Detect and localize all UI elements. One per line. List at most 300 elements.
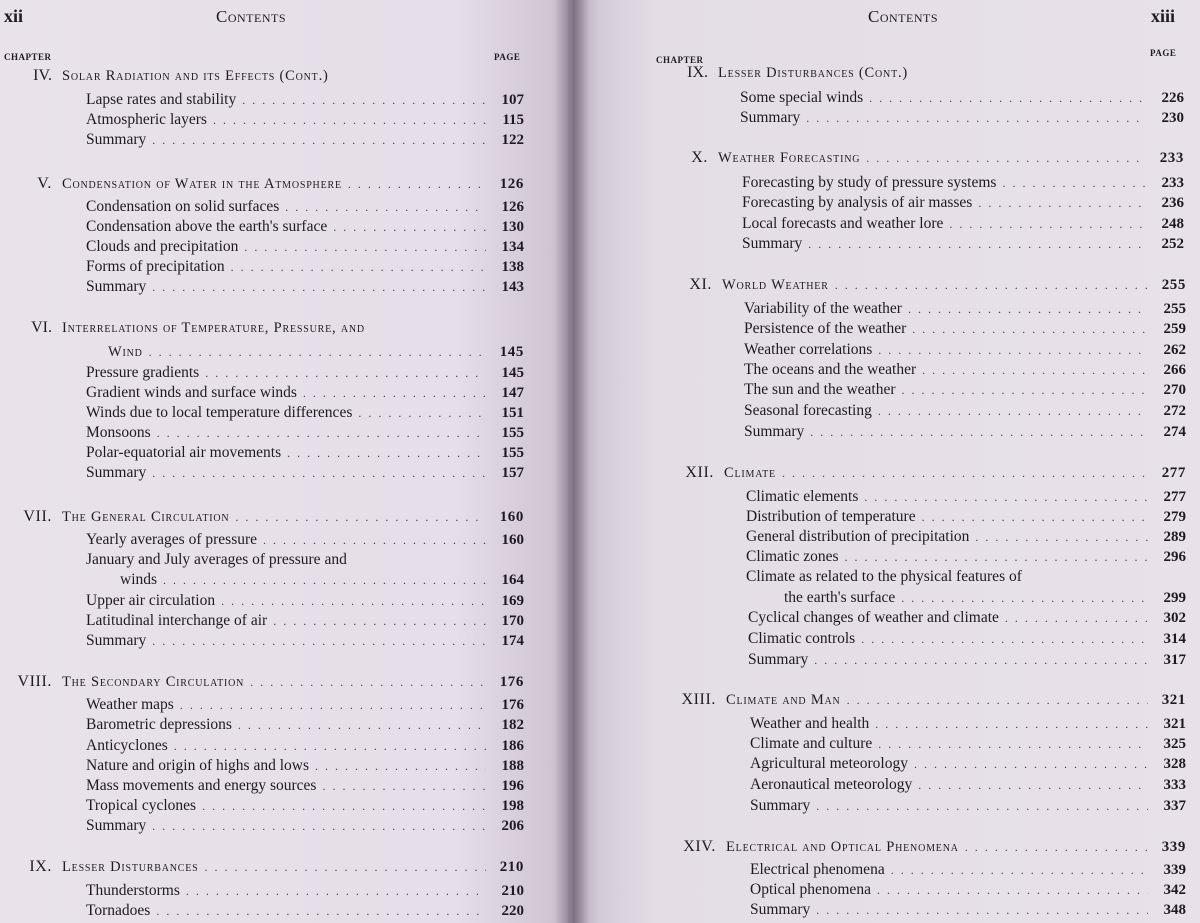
dot-leader	[152, 816, 486, 836]
entry-title: Lapse rates and stability	[86, 91, 237, 108]
entry-title: Aeronautical meteorology	[750, 776, 913, 793]
entry-title: Some special winds	[740, 89, 864, 106]
page-number: 317	[1163, 652, 1186, 668]
page-number: 160	[499, 509, 524, 525]
chapter-heading	[0, 318, 365, 338]
page-number: 348	[1163, 902, 1186, 918]
right-page-label: PAGE	[1150, 48, 1177, 58]
page-number: 274	[1163, 424, 1186, 440]
dot-leader	[877, 880, 1148, 900]
toc-entry	[740, 108, 1184, 128]
chapter-title: Weather Forecasting	[718, 150, 861, 166]
page-number: 262	[1163, 342, 1186, 358]
toc-entry	[748, 650, 1186, 670]
page-number: 220	[501, 903, 524, 919]
toc-entry	[86, 130, 524, 150]
entry-title: Variability of the weather	[744, 300, 902, 317]
entry-title: Nature and origin of highs and lows	[86, 757, 309, 774]
dot-leader	[285, 197, 486, 217]
toc-entry	[86, 550, 347, 570]
entry-title: Summary	[744, 423, 805, 440]
dot-leader	[866, 148, 1146, 168]
page-number: 259	[1163, 321, 1186, 337]
right-page-number: xiii	[1151, 6, 1176, 26]
entry-title: Climate as related to the physical features of	[746, 568, 1022, 585]
entry-title: Tropical cyclones	[86, 797, 197, 814]
entry-title: winds	[120, 571, 158, 588]
page-number: 321	[1161, 692, 1186, 708]
dot-leader	[238, 715, 486, 735]
entry-title: Climatic zones	[746, 548, 839, 565]
dot-leader	[250, 672, 486, 692]
page-number: 122	[501, 132, 524, 148]
dot-leader	[213, 110, 486, 130]
chapter-title: Lesser Disturbances (Cont.)	[718, 65, 909, 81]
toc-entry	[86, 776, 524, 796]
page-number: 206	[501, 818, 524, 834]
page-number: 134	[501, 239, 524, 255]
entry-title: Thunderstorms	[86, 882, 180, 899]
dot-leader	[845, 547, 1148, 567]
dot-leader	[358, 403, 486, 423]
page-number: 337	[1163, 798, 1186, 814]
entry-title: Polar-equatorial air movements	[86, 444, 282, 461]
page-number: 230	[1161, 110, 1184, 126]
page-number: 130	[501, 219, 524, 235]
dot-leader	[918, 775, 1148, 795]
dot-leader	[235, 507, 486, 527]
toc-entry	[740, 88, 1184, 108]
dot-leader	[835, 275, 1148, 295]
toc-entry	[750, 880, 1186, 900]
chapter-number: XIII.	[681, 691, 716, 708]
entry-title: Climatic controls	[748, 630, 856, 647]
dot-leader	[174, 736, 486, 756]
page-number: 255	[1163, 301, 1186, 317]
chapter-number: XIV.	[683, 838, 716, 855]
entry-title: Anticyclones	[86, 737, 168, 754]
entry-title: Weather and health	[750, 715, 870, 732]
toc-entry	[86, 736, 524, 756]
page-number: 107	[501, 92, 524, 108]
chapter-heading	[0, 857, 524, 877]
toc-entry	[86, 383, 524, 403]
entry-title: Clouds and precipitation	[86, 238, 239, 255]
entry-title: Condensation on solid surfaces	[86, 198, 280, 215]
entry-title: Gradient winds and surface winds	[86, 384, 297, 401]
toc-entry	[86, 277, 524, 297]
entry-title: Barometric depressions	[86, 716, 232, 733]
toc-entry	[744, 422, 1186, 442]
entry-title: Local forecasts and weather lore	[742, 215, 944, 232]
chapter-title: World Weather	[722, 277, 829, 293]
entry-title: Atmospheric layers	[86, 111, 207, 128]
chapter-title: Climate	[724, 465, 776, 481]
toc-entry	[86, 463, 524, 483]
dot-leader	[912, 319, 1148, 339]
entry-title: the earth's surface	[784, 589, 896, 606]
left-page	[0, 0, 568, 923]
page-number: 325	[1163, 736, 1186, 752]
chapter-heading	[0, 672, 524, 692]
dot-leader	[1002, 173, 1146, 193]
chapter-title: Solar Radiation and its Effects (Cont.)	[62, 68, 329, 84]
toc-entry	[750, 734, 1186, 754]
entry-title: Summary	[750, 797, 811, 814]
toc-entry	[742, 193, 1184, 213]
toc-entry	[86, 816, 524, 836]
dot-leader	[202, 796, 486, 816]
page-number: 198	[501, 798, 524, 814]
dot-leader	[303, 383, 486, 403]
entry-title: Yearly averages of pressure	[86, 531, 258, 548]
dot-leader	[186, 881, 486, 901]
page-number: 126	[501, 199, 524, 215]
chapter-heading	[648, 837, 1186, 857]
chapter-number: VIII.	[17, 673, 52, 690]
entry-title: The oceans and the weather	[744, 361, 917, 378]
toc-entry	[86, 611, 524, 631]
chapter-heading	[648, 690, 1186, 710]
toc-entry	[744, 319, 1186, 339]
toc-entry	[86, 217, 524, 237]
dot-leader	[263, 530, 486, 550]
toc-entry	[86, 756, 524, 776]
entry-title: Weather maps	[86, 696, 174, 713]
toc-entry	[746, 527, 1186, 547]
chapter-number: XI.	[689, 276, 712, 293]
entry-title: Condensation above the earth's surface	[86, 218, 328, 235]
dot-leader	[806, 108, 1146, 128]
page-number: 210	[499, 859, 524, 875]
dot-leader	[861, 629, 1148, 649]
dot-leader	[816, 796, 1148, 816]
page-number: 145	[499, 344, 524, 360]
page-number: 182	[501, 717, 524, 733]
toc-entry	[86, 591, 524, 611]
toc-entry	[744, 360, 1186, 380]
left-page-number: xii	[4, 6, 24, 26]
chapter-title: The Secondary Circulation	[62, 674, 245, 690]
page-number: 196	[501, 778, 524, 794]
dot-leader	[348, 174, 486, 194]
dot-leader	[878, 401, 1148, 421]
dot-leader	[816, 900, 1148, 920]
page-number: 277	[1163, 489, 1186, 505]
chapter-title: Condensation of Water in the Atmosphere	[62, 176, 342, 192]
toc-entry	[86, 443, 524, 463]
entry-title: Electrical phenomena	[750, 861, 885, 878]
entry-title: Summary	[86, 464, 147, 481]
page-number: 174	[501, 633, 524, 649]
page-number: 151	[501, 405, 524, 421]
dot-leader	[205, 857, 486, 877]
dot-leader	[901, 588, 1148, 608]
toc-entry	[744, 401, 1186, 421]
toc-entry	[746, 487, 1186, 507]
dot-leader	[315, 756, 486, 776]
dot-leader	[949, 214, 1146, 234]
toc-entry	[86, 257, 524, 277]
toc-entry	[86, 363, 524, 383]
chapter-number: IV.	[33, 67, 52, 84]
page-number: 160	[501, 532, 524, 548]
dot-leader	[878, 734, 1148, 754]
page-number: 145	[501, 365, 524, 381]
dot-leader	[847, 690, 1148, 710]
entry-title: Weather correlations	[744, 341, 873, 358]
toc-entry	[748, 608, 1186, 628]
page-number: 339	[1161, 839, 1186, 855]
dot-leader	[902, 380, 1149, 400]
entry-title: Summary	[86, 632, 147, 649]
chapter-heading	[0, 66, 329, 86]
page-number: 277	[1161, 465, 1186, 481]
entry-title: Distribution of temperature	[746, 508, 916, 525]
dot-leader	[322, 776, 486, 796]
page-number: 266	[1163, 362, 1186, 378]
page-number: 155	[501, 425, 524, 441]
dot-leader	[1005, 608, 1148, 628]
entry-title: Climate and culture	[750, 735, 873, 752]
dot-leader	[152, 463, 486, 483]
page-number: 164	[501, 572, 524, 588]
page-number: 339	[1163, 862, 1186, 878]
chapter-number: X.	[691, 149, 708, 166]
page-number: 328	[1163, 756, 1186, 772]
page-number: 126	[499, 176, 524, 192]
entry-title: General distribution of precipitation	[746, 528, 970, 545]
left-page-label: PAGE	[494, 52, 521, 62]
dot-leader	[864, 487, 1148, 507]
toc-entry	[86, 90, 524, 110]
entry-title: Optical phenomena	[750, 881, 871, 898]
dot-leader	[810, 422, 1148, 442]
chapter-heading	[648, 148, 1184, 168]
entry-title: Forecasting by analysis of air masses	[742, 194, 973, 211]
page-number: 302	[1163, 610, 1186, 626]
chapter-heading	[0, 174, 524, 194]
page-number: 270	[1163, 382, 1186, 398]
left-running-head: Contents	[216, 7, 287, 26]
dot-leader	[922, 507, 1148, 527]
dot-leader	[287, 443, 486, 463]
toc-entry	[86, 197, 524, 217]
dot-leader	[814, 650, 1148, 670]
entry-title: Summary	[748, 651, 809, 668]
chapter-number: IX.	[687, 64, 708, 81]
entry-title: Agricultural meteorology	[750, 755, 908, 772]
entry-title: Forecasting by study of pressure systems	[742, 174, 997, 191]
dot-leader	[975, 527, 1148, 547]
dot-leader	[875, 714, 1148, 734]
entry-title: Seasonal forecasting	[744, 402, 872, 419]
dot-leader	[978, 193, 1146, 213]
page-number: 210	[501, 883, 524, 899]
dot-leader	[205, 363, 486, 383]
page-number: 333	[1163, 777, 1186, 793]
page-number: 299	[1163, 590, 1186, 606]
toc-entry	[86, 110, 524, 130]
dot-leader	[231, 257, 486, 277]
entry-title: Summary	[750, 901, 811, 918]
page-number: 188	[501, 758, 524, 774]
entry-title: Upper air circulation	[86, 592, 216, 609]
dot-leader	[152, 631, 486, 651]
entry-title: Mass movements and energy sources	[86, 777, 317, 794]
toc-entry	[750, 714, 1186, 734]
right-running-head: Contents	[868, 7, 939, 26]
page-number: 186	[501, 738, 524, 754]
toc-entry	[744, 299, 1186, 319]
chapter-heading	[0, 507, 524, 527]
toc-entry	[750, 796, 1186, 816]
entry-title: Cyclical changes of weather and climate	[748, 609, 999, 626]
toc-entry	[86, 423, 524, 443]
book-gutter	[555, 0, 589, 923]
entry-title: Persistence of the weather	[744, 320, 907, 337]
toc-entry	[746, 507, 1186, 527]
dot-leader	[273, 611, 486, 631]
toc-entry	[750, 900, 1186, 920]
toc-entry	[750, 775, 1186, 795]
chapter-title: Interrelations of Temperature, Pressure, and	[62, 320, 365, 336]
toc-entry	[746, 547, 1186, 567]
toc-entry	[86, 695, 524, 715]
toc-entry	[742, 234, 1184, 254]
toc-entry	[86, 631, 524, 651]
chapter-number: V.	[37, 175, 52, 192]
dot-leader	[163, 570, 486, 590]
dot-leader	[157, 423, 486, 443]
chapter-title: Electrical and Optical Phenomena	[726, 839, 959, 855]
page-number: 157	[501, 465, 524, 481]
dot-leader	[152, 130, 486, 150]
page-number: 296	[1163, 549, 1186, 565]
page-number: 138	[501, 259, 524, 275]
entry-title: Summary	[740, 109, 801, 126]
chapter-title: The General Circulation	[62, 509, 230, 525]
dot-leader	[808, 234, 1146, 254]
chapter-title: Lesser Disturbances	[62, 859, 199, 875]
toc-entry	[750, 754, 1186, 774]
entry-title: Summary	[86, 817, 147, 834]
dot-leader	[149, 342, 486, 362]
dot-leader	[914, 754, 1148, 774]
chapter-heading	[648, 275, 1186, 295]
page-number: 236	[1161, 195, 1184, 211]
dot-leader	[908, 299, 1148, 319]
dot-leader	[782, 463, 1148, 483]
toc-entry	[748, 629, 1186, 649]
page-number: 115	[502, 112, 524, 128]
dot-leader	[333, 217, 486, 237]
chapter-number: VII.	[23, 508, 52, 525]
right-chapter-label: CHAPTER	[656, 55, 704, 65]
entry-title: Latitudinal interchange of air	[86, 612, 268, 629]
dot-leader	[878, 340, 1148, 360]
dot-leader	[891, 860, 1148, 880]
toc-entry	[746, 567, 1022, 587]
dot-leader	[922, 360, 1148, 380]
toc-entry	[86, 715, 524, 735]
entry-title: Climatic elements	[746, 488, 859, 505]
toc-entry	[744, 340, 1186, 360]
chapter-heading	[648, 63, 908, 83]
chapter-heading-continued	[108, 342, 524, 362]
page-number: 252	[1161, 236, 1184, 252]
dot-leader	[152, 277, 486, 297]
chapter-heading	[648, 463, 1186, 483]
entry-title: Summary	[86, 131, 147, 148]
chapter-number: XII.	[685, 464, 714, 481]
chapter-number: IX.	[29, 858, 52, 875]
page-number: 176	[499, 674, 524, 690]
toc-entry	[742, 173, 1184, 193]
dot-leader	[965, 837, 1148, 857]
dot-leader	[180, 695, 486, 715]
toc-entry	[86, 237, 524, 257]
entry-title: Monsoons	[86, 424, 151, 441]
page-number: 233	[1159, 150, 1184, 166]
toc-entry	[86, 530, 524, 550]
page-number: 289	[1163, 529, 1186, 545]
page-number: 314	[1163, 631, 1186, 647]
page-number: 143	[501, 279, 524, 295]
page-number: 279	[1163, 509, 1186, 525]
dot-leader	[242, 90, 486, 110]
dot-leader	[869, 88, 1146, 108]
entry-title: Tornadoes	[86, 902, 151, 919]
page-number: 272	[1163, 403, 1186, 419]
page-number: 176	[501, 697, 524, 713]
toc-entry	[750, 860, 1186, 880]
entry-title: Pressure gradients	[86, 364, 200, 381]
entry-title: Winds due to local temperature differences	[86, 404, 353, 421]
page-number: 255	[1161, 277, 1186, 293]
dot-leader	[221, 591, 486, 611]
toc-entry	[86, 901, 524, 921]
toc-entry	[86, 403, 524, 423]
chapter-number: VI.	[31, 319, 52, 336]
page-number: 248	[1161, 216, 1184, 232]
dot-leader	[244, 237, 486, 257]
toc-entry	[742, 214, 1184, 234]
left-chapter-label: CHAPTER	[4, 52, 52, 62]
entry-title: Summary	[86, 278, 147, 295]
entry-title: January and July averages of pressure and	[86, 551, 347, 568]
page-number: 226	[1161, 90, 1184, 106]
page-number: 321	[1163, 716, 1186, 732]
toc-entry-continued	[120, 570, 524, 590]
chapter-title: Wind	[108, 344, 143, 360]
entry-title: Forms of precipitation	[86, 258, 225, 275]
right-page	[568, 0, 1200, 923]
toc-entry-continued	[784, 588, 1186, 608]
dot-leader	[156, 901, 486, 921]
entry-title: The sun and the weather	[744, 381, 896, 398]
page-number: 342	[1163, 882, 1186, 898]
toc-entry	[744, 380, 1186, 400]
toc-entry	[86, 796, 524, 816]
toc-entry	[86, 881, 524, 901]
page-number: 155	[501, 445, 524, 461]
entry-title: Summary	[742, 235, 803, 252]
page-number: 170	[501, 613, 524, 629]
page-number: 147	[501, 385, 524, 401]
page-number: 169	[501, 593, 524, 609]
chapter-title: Climate and Man	[726, 692, 841, 708]
